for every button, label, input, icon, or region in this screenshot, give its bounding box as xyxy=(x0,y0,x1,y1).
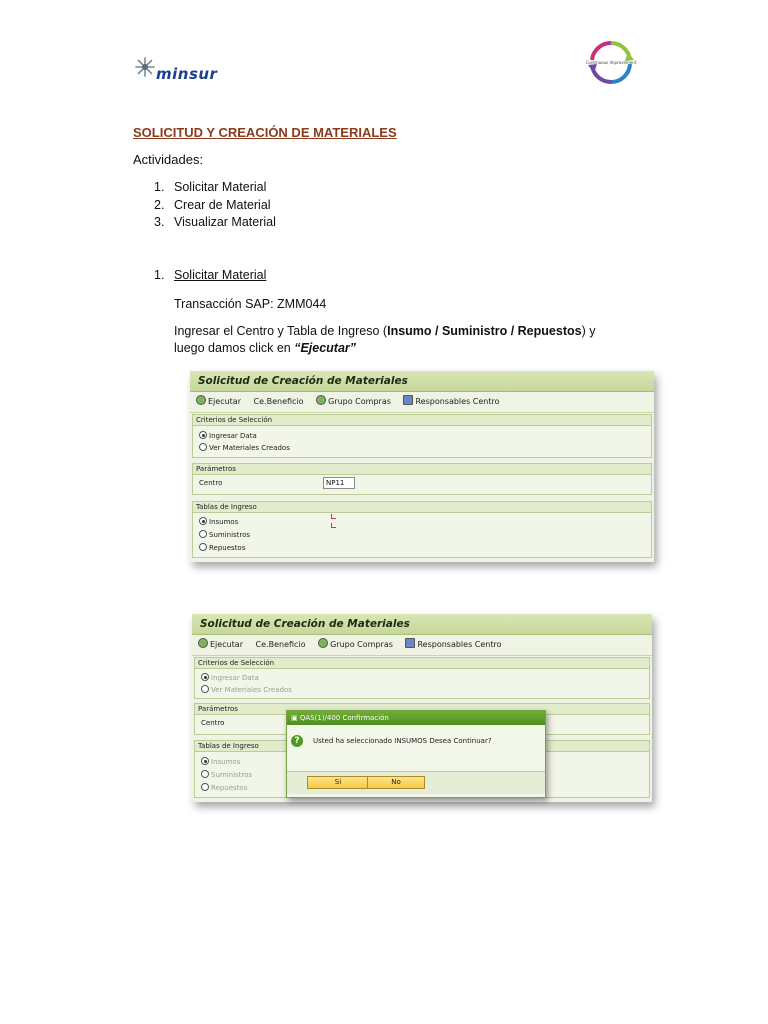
execute-button[interactable]: Ejecutar xyxy=(196,397,241,406)
centro-field[interactable]: NP11 xyxy=(323,477,355,489)
execute-icon xyxy=(196,395,206,405)
radio-selected-icon xyxy=(201,673,209,681)
group-header: Criterios de Selección xyxy=(195,658,649,669)
list-item: 3. Visualizar Material xyxy=(154,215,276,229)
radio-icon xyxy=(199,443,207,451)
radio-ver-materiales: Ver Materiales Creados xyxy=(201,685,292,694)
cebeneficio-button[interactable]: Ce.Beneficio xyxy=(253,397,304,406)
list-item: 2. Crear de Material xyxy=(154,197,271,212)
activities-label: Actividades: xyxy=(133,152,204,167)
group-icon xyxy=(316,395,326,405)
sap-title: Solicitud de Creación de Materiales xyxy=(192,614,652,635)
radio-repuestos: Repuestos xyxy=(201,783,247,792)
radio-icon xyxy=(199,530,207,538)
radio-icon xyxy=(199,543,207,551)
radio-selected-icon xyxy=(201,757,209,765)
minsur-star-icon xyxy=(134,56,156,78)
radio-icon xyxy=(201,685,209,693)
radio-ver-materiales[interactable]: Ver Materiales Creados xyxy=(199,443,290,452)
selection-criteria-group xyxy=(194,657,650,699)
sap-title: Solicitud de Creación de Materiales xyxy=(190,371,654,392)
radio-suministros[interactable]: Suministros xyxy=(199,530,250,539)
continuous-improvement-logo xyxy=(584,38,638,88)
tables-group xyxy=(192,501,652,558)
no-button[interactable]: No xyxy=(367,776,425,789)
radio-ingresar-data: Ingresar Data xyxy=(201,673,259,682)
transaction-code: Transacción SAP: ZMM044 xyxy=(174,297,327,311)
confirmation-dialog xyxy=(286,710,546,798)
svg-text:Continuous Improvement: Continuous Improvement xyxy=(585,60,637,65)
group-header: Tablas de Ingreso xyxy=(193,502,651,513)
radio-ingresar-data[interactable]: Ingresar Data xyxy=(199,431,257,440)
sap-toolbar xyxy=(192,635,652,656)
document-title: SOLICITUD Y CREACIÓN DE MATERIALES xyxy=(133,125,397,140)
yes-button[interactable]: Si xyxy=(307,776,369,789)
group-icon xyxy=(318,638,328,648)
list-item: 1. Solicitar Material xyxy=(154,180,267,194)
group-header: Parámetros xyxy=(193,464,651,475)
radio-icon xyxy=(201,783,209,791)
dialog-title: ▣ QAS(1)/400 Confirmación xyxy=(287,711,545,725)
radio-repuestos[interactable]: Repuestos xyxy=(199,543,245,552)
section-heading: 1. Solicitar Material xyxy=(154,268,267,282)
radio-insumos[interactable]: Insumos xyxy=(199,517,238,526)
selection-criteria-group xyxy=(192,414,652,458)
sap-screen-1 xyxy=(190,371,654,562)
centro-label: Centro xyxy=(199,479,223,487)
group-header: Tablas de Ingreso xyxy=(195,741,649,752)
cycle-arrows-icon xyxy=(584,38,638,88)
centro-label: Centro xyxy=(201,719,225,727)
radio-icon xyxy=(201,770,209,778)
minsur-logo xyxy=(134,56,224,86)
question-icon: ? xyxy=(291,735,303,747)
responsables-centro-button[interactable]: Responsables Centro xyxy=(403,397,499,406)
group-header: Criterios de Selección xyxy=(193,415,651,426)
sap-screen-2 xyxy=(192,614,652,802)
marker-icon xyxy=(331,514,336,519)
execute-button[interactable]: Ejecutar xyxy=(198,640,243,649)
sap-toolbar xyxy=(190,392,654,413)
table-icon xyxy=(403,395,413,405)
grupo-compras-button[interactable]: Grupo Compras xyxy=(316,397,391,406)
radio-selected-icon xyxy=(199,517,207,525)
activities-list xyxy=(154,180,276,233)
responsables-centro-button[interactable]: Responsables Centro xyxy=(405,640,501,649)
radio-selected-icon xyxy=(199,431,207,439)
group-header: Parámetros xyxy=(195,704,649,715)
radio-suministros: Suministros xyxy=(201,770,252,779)
minsur-logo-text: minsur xyxy=(156,65,218,83)
parameters-group xyxy=(192,463,652,495)
execute-icon xyxy=(198,638,208,648)
dialog-message: Usted ha seleccionado INSUMOS Desea Continuar? xyxy=(313,737,492,745)
table-icon xyxy=(405,638,415,648)
cebeneficio-button[interactable]: Ce.Beneficio xyxy=(255,640,306,649)
marker-icon xyxy=(331,523,336,528)
grupo-compras-button[interactable]: Grupo Compras xyxy=(318,640,393,649)
instruction-text: Ingresar el Centro y Tabla de Ingreso (Insumo / Suministro / Repuestos) y luego damos click en “Ejecutar” xyxy=(174,324,596,355)
radio-insumos: Insumos xyxy=(201,757,240,766)
window-icon: ▣ xyxy=(291,714,300,722)
